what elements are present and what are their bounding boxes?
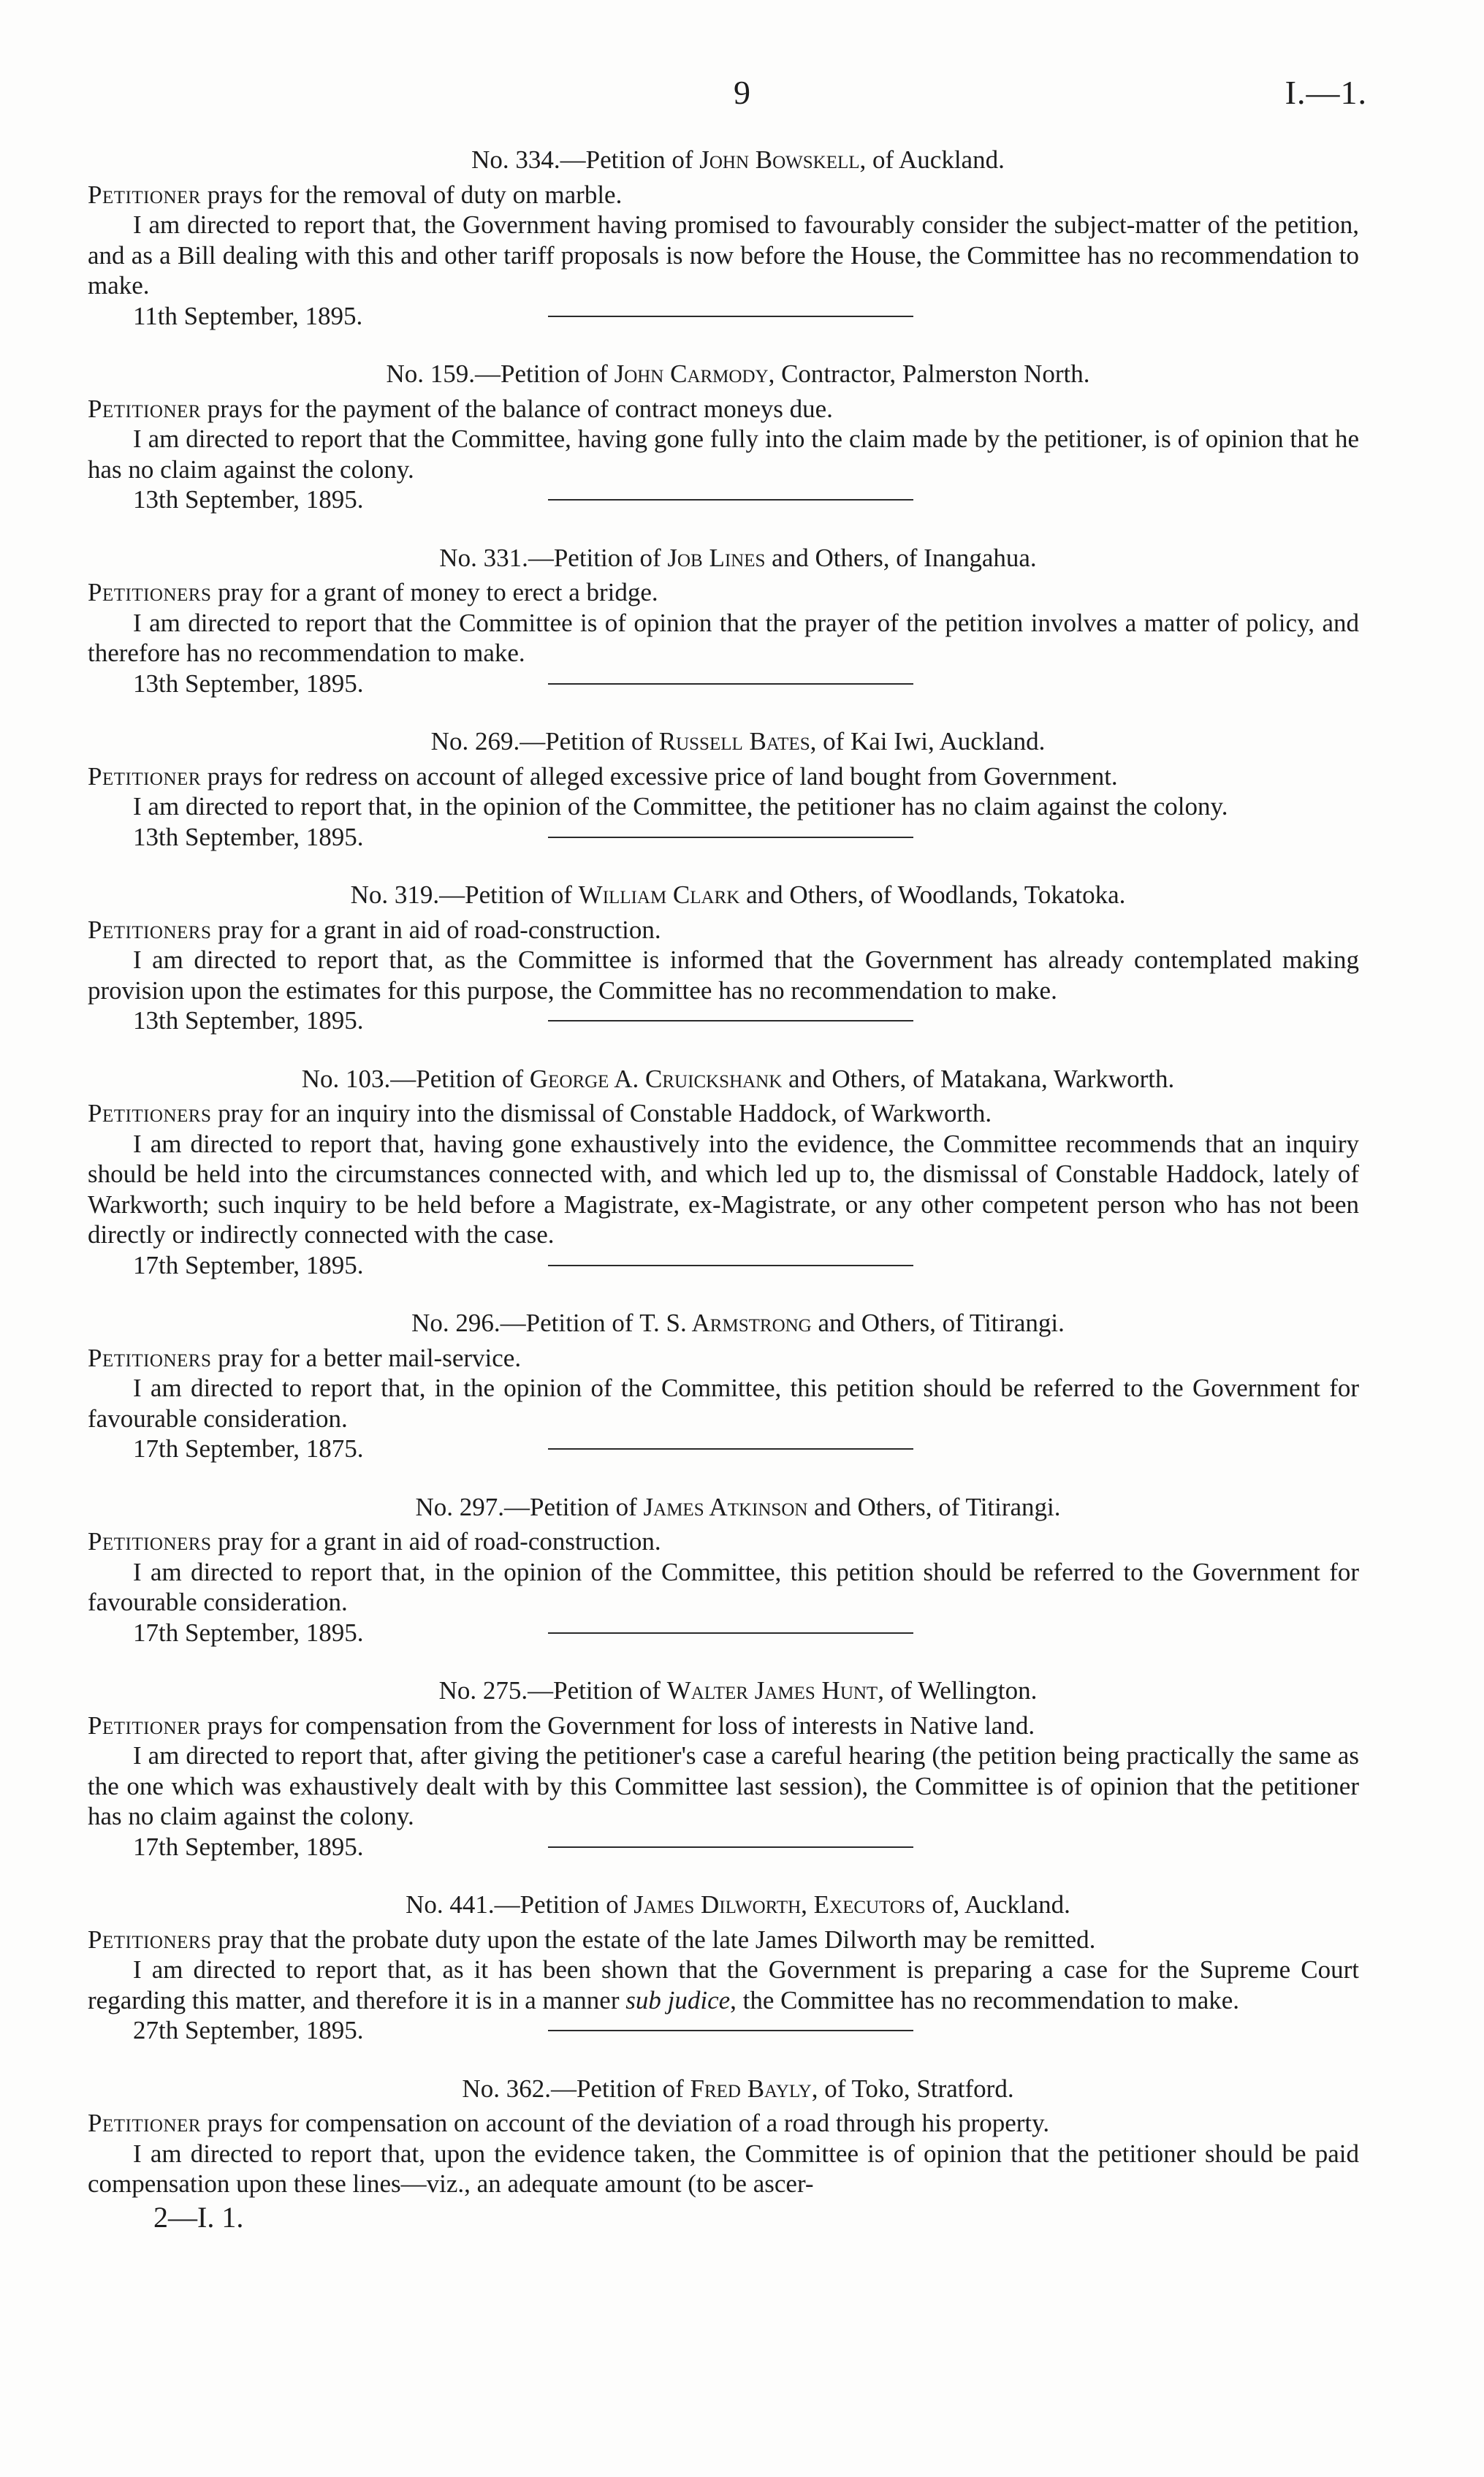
petition-prayer: Petitioner prays for compensation on account of the deviation of a road through his property.: [88, 2109, 1050, 2137]
separator-rule: [548, 1448, 913, 1450]
separator-rule: [548, 1632, 913, 1634]
committee-report: I am directed to report that, having gone exhaustively into the evidence, the Committee recommends that an inquiry should be held into the circumstances connected with, and which led up to, the dismissal of Constable Haddock, lately of Warkworth; such inquiry to be held before a Magistrate, ex-Magistrate, or any other competent person who has not been directly or indirectly connected with the case.: [88, 1129, 1359, 1249]
petition-heading: No. 331.—Petition of Job Lines and Others, of Inangahua.: [439, 543, 1037, 572]
petition-entry: [88, 145, 1359, 359]
petition-entry: [88, 726, 1359, 880]
petitioner-name: Job Lines: [667, 543, 766, 572]
petition-prayer: Petitioners pray that the probate duty upon the estate of the late James Dilworth may be remitted.: [88, 1925, 1096, 1954]
committee-report: I am directed to report that, upon the evidence taken, the Committee is of opinion that the petitioner should be paid compensation upon these lines—viz., an adequate amount (to be ascer-: [88, 2139, 1359, 2198]
committee-report: I am directed to report that, as it has been shown that the Government is preparing a case for the Supreme Court regarding this matter, and therefore it is in a manner sub judice, the Committee has no recommendation to make.: [88, 1955, 1359, 2014]
petition-entry: [88, 1308, 1359, 1492]
committee-report: I am directed to report that, as the Committee is informed that the Government has already contemplated making provision upon the estimates for this purpose, the Committee has no recommendation to make.: [88, 945, 1359, 1005]
separator-rule: [548, 837, 913, 838]
committee-report: I am directed to report that, in the opinion of the Committee, the petitioner has no claim against the colony.: [133, 792, 1228, 821]
petitioner-name: Walter James Hunt: [666, 1676, 878, 1705]
separator-rule: [548, 2030, 913, 2031]
committee-report: I am directed to report that, in the opinion of the Committee, this petition should be referred to the Government for favourable consideration.: [88, 1557, 1359, 1616]
petition-heading: No. 159.—Petition of John Carmody, Contractor, Palmerston North.: [386, 359, 1090, 388]
petition-entry: [88, 880, 1359, 1064]
petitioner-name: Fred Bayly: [690, 2074, 812, 2103]
document-reference: I.—1.: [1285, 74, 1367, 111]
petition-entry: [88, 1064, 1359, 1309]
petition-heading: No. 103.—Petition of George A. Cruickshank and Others, of Matakana, Warkworth.: [301, 1064, 1175, 1093]
petition-prayer: Petitioner prays for the removal of duty on marble.: [88, 180, 623, 209]
petition-prayer: Petitioners pray for a grant in aid of road-construction.: [88, 1527, 661, 1556]
petition-prayer: Petitioners pray for a grant in aid of road-construction.: [88, 915, 661, 944]
report-date: 13th September, 1895.: [88, 669, 1359, 699]
petitioner-name: George A. Cruickshank: [529, 1064, 783, 1093]
committee-report: I am directed to report that, the Government having promised to favourably consider the subject-matter of the petition, and as a Bill dealing with this and other tariff proposals is now before the House, the Committee has no recommendation to make.: [88, 210, 1359, 300]
petition-heading: No. 269.—Petition of Russell Bates, of Kai Iwi, Auckland.: [430, 727, 1046, 756]
petition-prayer: Petitioners pray for a better mail-service.: [88, 1343, 522, 1372]
petition-heading: No. 296.—Petition of T. S. Armstrong and Others, of Titirangi.: [411, 1309, 1065, 1337]
separator-rule: [548, 1846, 913, 1848]
committee-report: I am directed to report that the Committee, having gone fully into the claim made by the petitioner, is of opinion that he has no claim against the colony.: [88, 425, 1359, 484]
petition-entry: [88, 359, 1359, 543]
petition-entry: [88, 543, 1359, 727]
separator-rule: [548, 1020, 913, 1021]
petition-prayer: Petitioner prays for the payment of the balance of contract moneys due.: [88, 394, 833, 423]
petition-prayer: Petitioner prays for redress on account of alleged excessive price of land bought from Government.: [88, 761, 1118, 791]
report-date: 13th September, 1895.: [88, 484, 1359, 515]
petition-heading: No. 441.—Petition of James Dilworth, Executors of, Auckland.: [406, 1890, 1070, 1919]
petitioner-name: John Bowskell: [699, 145, 860, 174]
separator-rule: [548, 1265, 913, 1266]
petition-prayer: Petitioners pray for a grant of money to erect a bridge.: [88, 578, 658, 606]
petitioner-name: John Carmody: [614, 359, 769, 388]
petition-entry: [88, 1675, 1359, 1890]
page-number: 9: [734, 74, 750, 111]
report-date: 17th September, 1875.: [88, 1434, 1359, 1464]
petition-heading: No. 275.—Petition of Walter James Hunt, of Wellington.: [438, 1676, 1038, 1705]
petitions-body: [88, 145, 1359, 2232]
petitioner-name: T. S. Armstrong: [639, 1309, 812, 1337]
petition-heading: No. 319.—Petition of William Clark and Others, of Woodlands, Tokatoka.: [350, 880, 1126, 909]
petition-entry: [88, 1492, 1359, 1676]
petitioner-name: William Clark: [578, 880, 740, 909]
separator-rule: [548, 316, 913, 317]
report-date: 13th September, 1895.: [88, 1005, 1359, 1036]
report-date: 13th September, 1895.: [88, 822, 1359, 853]
committee-report: I am directed to report that the Committee is of opinion that the prayer of the petition involves a matter of policy, and therefore has no recommendation to make.: [88, 608, 1359, 667]
report-date: 17th September, 1895.: [88, 1618, 1359, 1648]
signature-mark: 2—I. 1.: [153, 2200, 244, 2234]
petition-heading: No. 362.—Petition of Fred Bayly, of Toko, Stratford.: [462, 2074, 1014, 2103]
petition-prayer: Petitioner prays for compensation from the Government for loss of interests in Native land.: [88, 1711, 1035, 1740]
petition-prayer: Petitioners pray for an inquiry into the dismissal of Constable Haddock, of Warkworth.: [88, 1099, 992, 1127]
separator-rule: [548, 683, 913, 685]
report-date: 17th September, 1895.: [88, 1250, 1359, 1281]
report-date: 27th September, 1895.: [88, 2015, 1359, 2046]
petition-entry: [88, 1890, 1359, 2074]
petitioner-name: James Dilworth, Executors: [633, 1890, 926, 1919]
report-date: 17th September, 1895.: [88, 1832, 1359, 1862]
latin-phrase: sub judice: [625, 1985, 731, 2014]
committee-report: I am directed to report that, after giving the petitioner's case a careful hearing (the petition being practically the same as the one which was exhaustively dealt with by this Committee last session), the Committee is of opinion that the petitioner has no claim against the colony.: [88, 1741, 1359, 1830]
report-date: 11th September, 1895.: [88, 301, 1359, 332]
separator-rule: [548, 499, 913, 501]
petition-heading: No. 334.—Petition of John Bowskell, of Auckland.: [471, 145, 1005, 174]
petition-heading: No. 297.—Petition of James Atkinson and Others, of Titirangi.: [415, 1492, 1061, 1521]
petitioner-name: James Atkinson: [643, 1492, 808, 1521]
petition-entry: [88, 2074, 1359, 2199]
petitioner-name: Russell Bates: [658, 727, 810, 756]
committee-report: I am directed to report that, in the opinion of the Committee, this petition should be referred to the Government for favourable consideration.: [88, 1374, 1359, 1433]
